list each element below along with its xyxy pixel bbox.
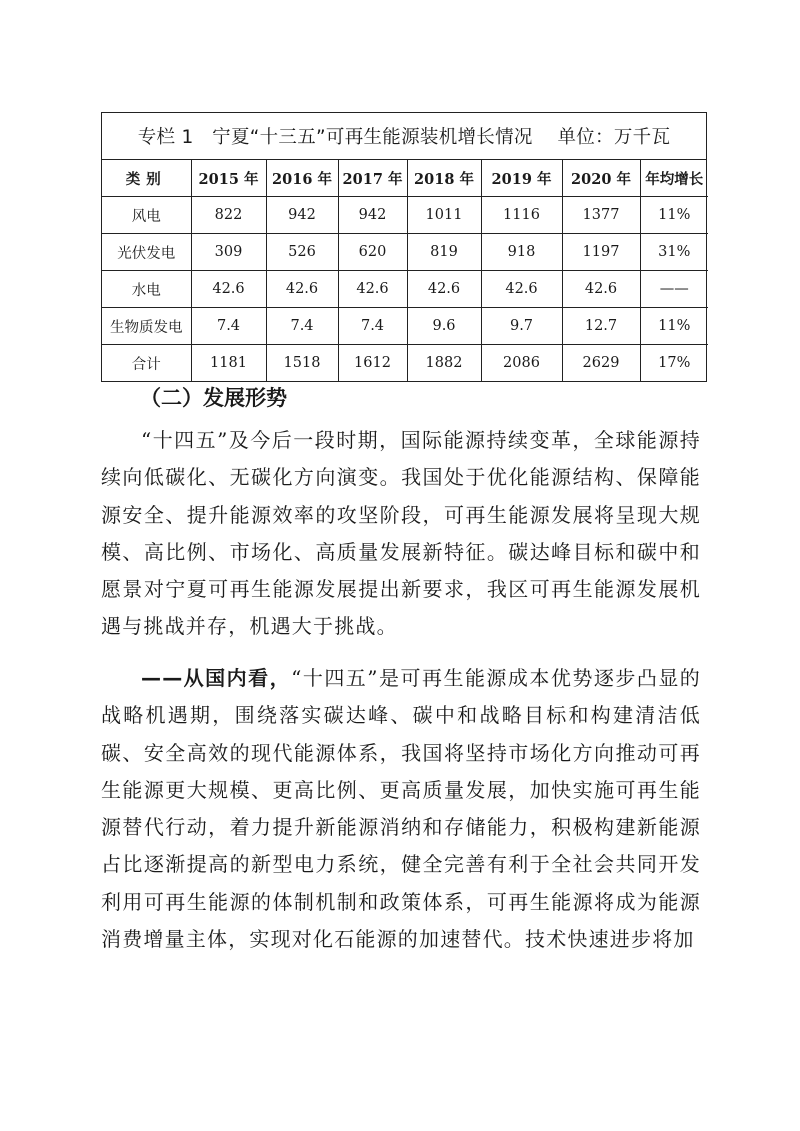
header-2016: 2016 年 xyxy=(266,160,338,197)
table-header-row xyxy=(102,160,708,197)
header-2019: 2019 年 xyxy=(481,160,562,197)
table-cell: 2086 xyxy=(481,345,562,382)
paragraph-lead: ——从国内看， xyxy=(141,666,292,690)
paragraph-outlook: “十四五”及今后一段时期，国际能源持续变革，全球能源持续向低碳化、无碳化方向演变。我国处于优化能源结构、保障能源安全、提升能源效率的攻坚阶段，可再生能源发展将呈现大规模、高比例、市场化、高质量发展新特征。碳达峰目标和碳中和愿景对宁夏可再生能源发展提出新要求，我区可再生能源发展机遇与挑战并存，机遇大于挑战。 xyxy=(101,428,701,639)
table-cell: 12.7 xyxy=(562,308,640,345)
table-cell: 1197 xyxy=(562,234,640,271)
table-cell: 42.6 xyxy=(481,271,562,308)
table-cell: 42.6 xyxy=(266,271,338,308)
table-cell: 42.6 xyxy=(338,271,407,308)
table-row xyxy=(102,345,708,382)
table-cell: 9.6 xyxy=(407,308,481,345)
table-cell: 526 xyxy=(266,234,338,271)
table-cell: 918 xyxy=(481,234,562,271)
table-cell: 1518 xyxy=(266,345,338,382)
paragraph-body: “十四五”是可再生能源成本优势逐步凸显的战略机遇期，围绕落实碳达峰、碳中和战略目标和构建清洁低碳、安全高效的现代能源体系，我国将坚持市场化方向推动可再生能源更大规模、更高比例、更高质量发展，加快实施可再生能源替代行动，着力提升新能源消纳和存储能力，积极构建新能源占比逐渐提高的新型电力系统，健全完善有利于全社会共同开发利用可再生能源的体制机制和政策体系，可再生能源将成为能源消费增量主体，实现对化石能源的加速替代。技术快速进步将加 xyxy=(101,666,702,952)
growth-cell: 11% xyxy=(640,197,708,234)
header-category: 类别 xyxy=(102,160,191,197)
table-cell: 620 xyxy=(338,234,407,271)
table-cell: 819 xyxy=(407,234,481,271)
row-name: 光伏发电 xyxy=(102,234,191,271)
caption-unit: 单位：万千瓦 xyxy=(557,127,671,148)
table-cell: 7.4 xyxy=(266,308,338,345)
table-cell: 7.4 xyxy=(338,308,407,345)
table-cell: 42.6 xyxy=(562,271,640,308)
header-2017: 2017 年 xyxy=(338,160,407,197)
table-row xyxy=(102,234,708,271)
growth-cell: 31% xyxy=(640,234,708,271)
table-cell: 942 xyxy=(338,197,407,234)
growth-cell: —— xyxy=(640,271,708,308)
table-cell: 1612 xyxy=(338,345,407,382)
table-cell: 1377 xyxy=(562,197,640,234)
table-cell: 9.7 xyxy=(481,308,562,345)
row-name: 合计 xyxy=(102,345,191,382)
table-cell: 1181 xyxy=(191,345,266,382)
header-2015: 2015 年 xyxy=(191,160,266,197)
growth-cell: 11% xyxy=(640,308,708,345)
header-2018: 2018 年 xyxy=(407,160,481,197)
row-name: 生物质发电 xyxy=(102,308,191,345)
header-2020: 2020 年 xyxy=(562,160,640,197)
table-cell: 1882 xyxy=(407,345,481,382)
table-row xyxy=(102,197,708,234)
table-cell: 822 xyxy=(191,197,266,234)
row-name: 风电 xyxy=(102,197,191,234)
header-avg-growth: 年均增长 xyxy=(640,160,708,197)
growth-cell: 17% xyxy=(640,345,708,382)
table-cell: 7.4 xyxy=(191,308,266,345)
caption-label: 专栏 1 xyxy=(137,127,194,148)
paragraph-domestic xyxy=(101,660,701,958)
table-cell: 1116 xyxy=(481,197,562,234)
capacity-table-box xyxy=(101,112,707,382)
table-cell: 1011 xyxy=(407,197,481,234)
table-cell: 42.6 xyxy=(191,271,266,308)
table-cell: 309 xyxy=(191,234,266,271)
row-name: 水电 xyxy=(102,271,191,308)
table-row xyxy=(102,271,708,308)
table-caption xyxy=(102,113,706,160)
table-row xyxy=(102,308,708,345)
table-cell: 2629 xyxy=(562,345,640,382)
table-cell: 942 xyxy=(266,197,338,234)
caption-title: 宁夏“十三五”可再生能源装机增长情况 xyxy=(212,127,533,148)
section-title: （二）发展形势 xyxy=(140,386,287,410)
capacity-table xyxy=(102,160,708,381)
table-cell: 42.6 xyxy=(407,271,481,308)
